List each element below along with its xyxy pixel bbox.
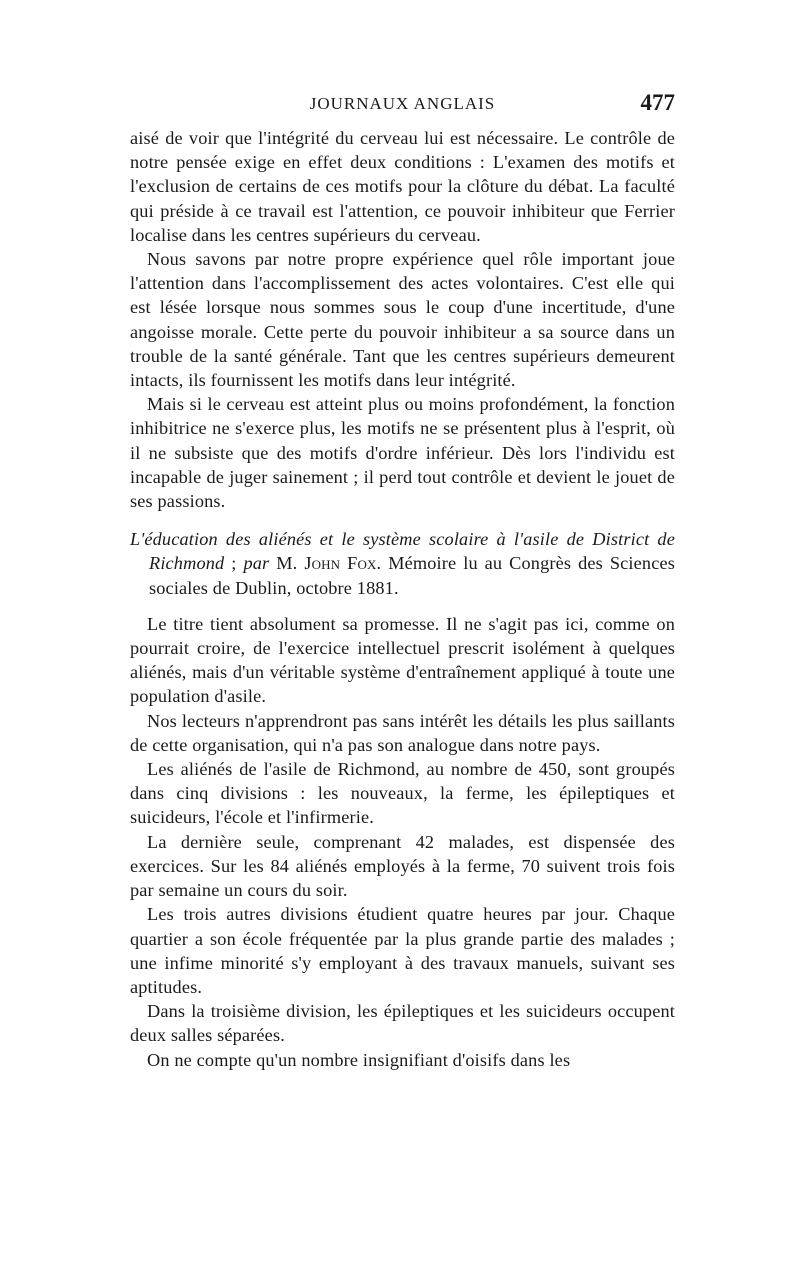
author-name: John Fox [304, 553, 377, 574]
paragraph: Mais si le cerveau est atteint plus ou moins profondément, la fonction inhibitrice ne s'exerce plus, les motifs ne se présentent plus à l'esprit, où il ne subsiste que des motifs d'ordre inférieur. Dès lors l'individu est incapable de juger sainement ; il perd tout contrôle et devient le jouet de ses passions. [130, 394, 675, 512]
running-title: JOURNAUX ANGLAIS [309, 94, 496, 113]
page-number: 477 [640, 90, 675, 115]
citation-separator: ; [224, 553, 244, 574]
running-head [130, 92, 675, 118]
paragraph: Les aliénés de l'asile de Richmond, au nombre de 450, sont groupés dans cinq divisions : les nouveaux, la ferme, les épileptiques et suicideurs, l'école et l'infirmerie. [130, 759, 675, 828]
paragraph: On ne compte qu'un nombre insignifiant d'oisifs dans les [147, 1049, 571, 1070]
paragraph: Nos lecteurs n'apprendront pas sans intérêt les détails les plus saillants de cette organisation, qui n'a pas son analogue dans notre pays. [130, 710, 675, 755]
paragraph: Les trois autres divisions étudient quatre heures par jour. Chaque quartier a son école fréquentée par la plus grande partie des malades ; une infime minorité s'y employant à des travaux manuels, suivant ses aptitudes. [130, 904, 675, 997]
paragraph: La dernière seule, comprenant 42 malades, est dispensée des exercices. Sur les 84 aliénés employés à la ferme, 70 suivent trois fois par semaine un cours du soir. [130, 831, 675, 901]
paragraph: Dans la troisième division, les épileptiques et les suicideurs occupent deux salles séparées. [130, 1001, 675, 1046]
citation-details: . Mémoire lu au Congrès des Sciences sociales de Dublin, octobre 1881. [149, 553, 676, 598]
paragraph: aisé de voir que l'intégrité du cerveau lui est nécessaire. Le contrôle de notre pensée exige en effet deux conditions : L'examen des motifs et l'exclusion de certains de ces motifs pour la clôture du débat. La faculté qui préside à ce travail est l'attention, ce pouvoir inhibiteur que Ferrier localise dans les centres supérieurs du cerveau. [130, 128, 675, 245]
paragraph: Le titre tient absolument sa promesse. Il ne s'agit pas ici, comme on pourrait croire, de l'exercice intellectuel prescrit isolément à quelques aliénés, mais d'un véritable système d'entraînement appliqué à toute une population d'asile. [130, 613, 675, 707]
work-title: L'éducation des aliénés et le système scolaire à l'asile de District de Richmond [130, 529, 675, 574]
author-initial: M. [269, 553, 305, 574]
by-word: par [243, 553, 270, 574]
body-text [130, 126, 675, 1072]
paragraph: Nous savons par notre propre expérience quel rôle important joue l'attention dans l'accomplissement des actes volontaires. C'est elle qui est lésée lorsque nous sommes sous le coup d'une incertitude, d'une angoisse morale. Cette perte du pouvoir inhibiteur a sa source dans un trouble de la santé générale. Tant que les centres supérieurs demeurent intacts, ils fournissent les motifs dans leur intégrité. [130, 249, 675, 391]
bibliographic-entry [130, 527, 675, 600]
